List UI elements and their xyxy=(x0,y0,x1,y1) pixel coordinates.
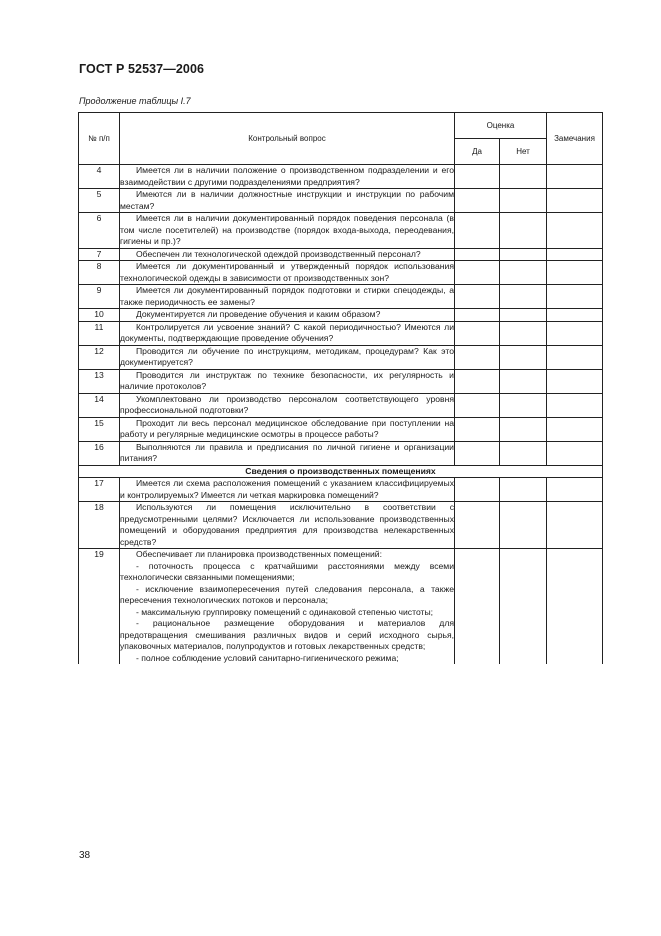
remarks-cell xyxy=(547,417,603,441)
row-question: Укомплектовано ли производство персоналом соответствующего уровня профессиональной подготовки? xyxy=(120,393,454,415)
table-row xyxy=(79,345,603,369)
yes-cell xyxy=(455,478,500,502)
yes-cell xyxy=(455,441,500,465)
table-caption: Продолжение таблицы I.7 xyxy=(79,96,191,106)
header-number: № п/п xyxy=(79,113,120,165)
row-number: 4 xyxy=(79,165,120,189)
section-title: Сведения о производственных помещениях xyxy=(79,465,603,478)
row-number: 6 xyxy=(79,213,120,249)
remarks-cell xyxy=(547,309,603,322)
table-row xyxy=(79,189,603,213)
row-number: 19 xyxy=(79,549,120,665)
row-question: Выполняются ли правила и предписания по личной гигиене и организации питания? xyxy=(120,441,454,463)
remarks-cell xyxy=(547,248,603,261)
row-question: Проводится ли инструктаж по технике безопасности, их регулярность и наличие протоколов? xyxy=(120,369,454,391)
remarks-cell xyxy=(547,549,603,665)
row-number: 15 xyxy=(79,417,120,441)
row-number: 10 xyxy=(79,309,120,322)
yes-cell xyxy=(455,369,500,393)
yes-cell xyxy=(455,393,500,417)
list-item: - полное соблюдение условий санитарно-гигиенического режима; xyxy=(136,652,399,663)
table-row xyxy=(79,502,603,549)
yes-cell xyxy=(455,345,500,369)
table-row xyxy=(79,165,603,189)
list-item: - максимальную группировку помещений с одинаковой степенью чистоты; xyxy=(136,606,434,617)
no-cell xyxy=(500,309,547,322)
row-number: 8 xyxy=(79,261,120,285)
header-yes: Да xyxy=(455,139,500,165)
yes-cell xyxy=(455,213,500,249)
row-question: Проводится ли обучение по инструкциям, методикам, процедурам? Как это документируется? xyxy=(120,345,454,367)
remarks-cell xyxy=(547,261,603,285)
header-remarks: Замечания xyxy=(547,113,603,165)
yes-cell xyxy=(455,321,500,345)
yes-cell xyxy=(455,248,500,261)
row-number: 17 xyxy=(79,478,120,502)
row-number: 7 xyxy=(79,248,120,261)
table-row xyxy=(79,309,603,322)
row-question: Имеется ли в наличии положение о производственном подразделении и его взаимодействии с другими подразделениями предприятия? xyxy=(120,165,454,187)
no-cell xyxy=(500,261,547,285)
row-question: Имеется ли документированный и утвержденный порядок использования технологической одежды в зависимости от производственных зон? xyxy=(120,261,454,283)
row-intro: Обеспечивает ли планировка производственных помещений: xyxy=(136,549,382,559)
table-row xyxy=(79,285,603,309)
remarks-cell xyxy=(547,285,603,309)
no-cell xyxy=(500,248,547,261)
no-cell xyxy=(500,478,547,502)
yes-cell xyxy=(455,261,500,285)
remarks-cell xyxy=(547,345,603,369)
list-item: - поточность процесса с кратчайшими расстояниями между всеми технологически связанными помещениями; xyxy=(120,560,454,582)
remarks-cell xyxy=(547,502,603,549)
row-number: 13 xyxy=(79,369,120,393)
page-number: 38 xyxy=(79,850,91,861)
row-number: 16 xyxy=(79,441,120,465)
no-cell xyxy=(500,213,547,249)
header-question: Контрольный вопрос xyxy=(120,113,455,165)
remarks-cell xyxy=(547,393,603,417)
table-row xyxy=(79,441,603,465)
table-row xyxy=(79,417,603,441)
remarks-cell xyxy=(547,189,603,213)
yes-cell xyxy=(455,549,500,665)
no-cell xyxy=(500,321,547,345)
row-number: 11 xyxy=(79,321,120,345)
remarks-cell xyxy=(547,441,603,465)
no-cell xyxy=(500,285,547,309)
no-cell xyxy=(500,165,547,189)
yes-cell xyxy=(455,502,500,549)
row-question: Проходит ли весь персонал медицинское обследование при поступлении на работу и регулярные медицинские осмотры в процессе работы? xyxy=(120,417,454,439)
document-title: ГОСТ Р 52537—2006 xyxy=(79,62,205,76)
remarks-cell xyxy=(547,478,603,502)
row-question: Контролируется ли усвоение знаний? С какой периодичностью? Имеются ли документы, подтверждающие проведение обучения? xyxy=(120,321,454,343)
remarks-cell xyxy=(547,213,603,249)
remarks-cell xyxy=(547,321,603,345)
table-row xyxy=(79,478,603,502)
table-row xyxy=(79,393,603,417)
no-cell xyxy=(500,549,547,665)
row-number: 14 xyxy=(79,393,120,417)
table-row xyxy=(79,213,603,249)
header-assessment: Оценка xyxy=(455,113,547,139)
table-header-row xyxy=(79,113,603,139)
table-row xyxy=(79,549,603,665)
no-cell xyxy=(500,417,547,441)
remarks-cell xyxy=(547,165,603,189)
row-number: 12 xyxy=(79,345,120,369)
list-item: - рациональное размещение оборудования и материалов для предотвращения смешивания различных видов и серий исходного сырья, упаковочных материалов, полупродуктов и готовых лекарственных средств; xyxy=(120,618,454,651)
row-question: Имеется ли документированный порядок подготовки и стирки спецодежды, а также периодичность ее замены? xyxy=(120,285,454,307)
checklist-table xyxy=(78,112,603,664)
yes-cell xyxy=(455,285,500,309)
row-question xyxy=(120,549,455,665)
table-row xyxy=(79,261,603,285)
row-number: 18 xyxy=(79,502,120,549)
header-no: Нет xyxy=(500,139,547,165)
yes-cell xyxy=(455,309,500,322)
no-cell xyxy=(500,345,547,369)
row-number: 9 xyxy=(79,285,120,309)
remarks-cell xyxy=(547,369,603,393)
no-cell xyxy=(500,393,547,417)
row-question: Обеспечен ли технологической одеждой производственный персонал? xyxy=(120,248,455,261)
no-cell xyxy=(500,441,547,465)
section-row xyxy=(79,465,603,478)
table-row xyxy=(79,369,603,393)
table-row xyxy=(79,321,603,345)
row-question: Имеется ли в наличии документированный порядок поведения персонала (в том числе посетителей) на производстве (порядок входа-выхода, переодевания, гигиены и пр.)? xyxy=(120,213,454,246)
table-row xyxy=(79,248,603,261)
row-question: Документируется ли проведение обучения и каким образом? xyxy=(120,309,455,322)
no-cell xyxy=(500,502,547,549)
row-question: Имеются ли в наличии должностные инструкции и инструкции по рабочим местам? xyxy=(120,189,454,211)
list-item: - исключение взаимопересечения путей следования персонала, а также пересечения технологических потоков и персонала; xyxy=(120,583,454,605)
no-cell xyxy=(500,369,547,393)
row-question: Используются ли помещения исключительно в соответствии с предусмотренными целями? Исключается ли использование производственных помещений и оборудования предприятия для производства нелекарственных средств? xyxy=(120,502,454,547)
no-cell xyxy=(500,189,547,213)
row-question: Имеется ли схема расположения помещений с указанием классифицируемых и контролируемых? Имеется ли четкая маркировка помещений? xyxy=(120,478,454,500)
row-number: 5 xyxy=(79,189,120,213)
yes-cell xyxy=(455,189,500,213)
yes-cell xyxy=(455,417,500,441)
yes-cell xyxy=(455,165,500,189)
